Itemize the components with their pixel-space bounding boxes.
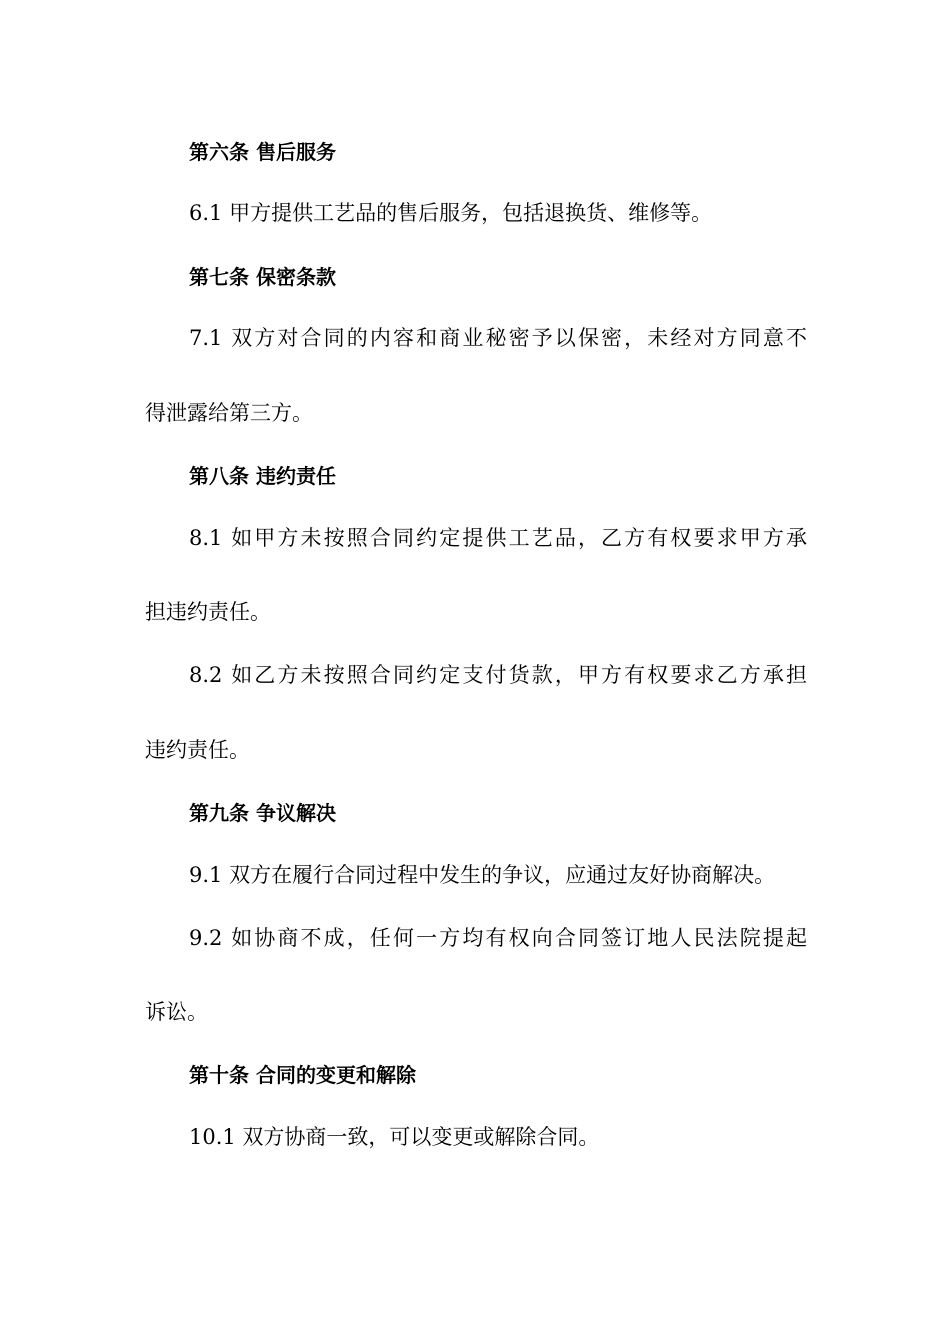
clause-8-2-line-1: 8.2 如乙方未按照合同约定支付货款，甲方有权要求乙方承担 <box>189 663 807 687</box>
section-heading-10: 第十条 合同的变更和解除 <box>189 1063 416 1087</box>
section-heading-8: 第八条 违约责任 <box>189 464 336 488</box>
clause-8-1-line-2: 担违约责任。 <box>145 600 271 624</box>
clause-9-2-line-2: 诉讼。 <box>145 1000 208 1024</box>
clause-8-2-line-2: 违约责任。 <box>145 738 250 762</box>
clause-7-1-line-1: 7.1 双方对合同的内容和商业秘密予以保密，未经对方同意不 <box>189 326 807 350</box>
clause-8-1-line-1: 8.1 如甲方未按照合同约定提供工艺品，乙方有权要求甲方承 <box>189 526 807 550</box>
clause-9-2-line-1: 9.2 如协商不成，任何一方均有权向合同签订地人民法院提起 <box>189 926 807 950</box>
section-heading-7: 第七条 保密条款 <box>189 265 336 289</box>
clause-6-1: 6.1 甲方提供工艺品的售后服务，包括退换货、维修等。 <box>189 201 713 225</box>
clause-7-1-line-2: 得泄露给第三方。 <box>145 401 313 425</box>
clause-9-1: 9.1 双方在履行合同过程中发生的争议，应通过友好协商解决。 <box>189 863 776 887</box>
clause-10-1: 10.1 双方协商一致，可以变更或解除合同。 <box>189 1125 600 1149</box>
section-heading-6: 第六条 售后服务 <box>189 140 336 164</box>
section-heading-9: 第九条 争议解决 <box>189 801 336 825</box>
